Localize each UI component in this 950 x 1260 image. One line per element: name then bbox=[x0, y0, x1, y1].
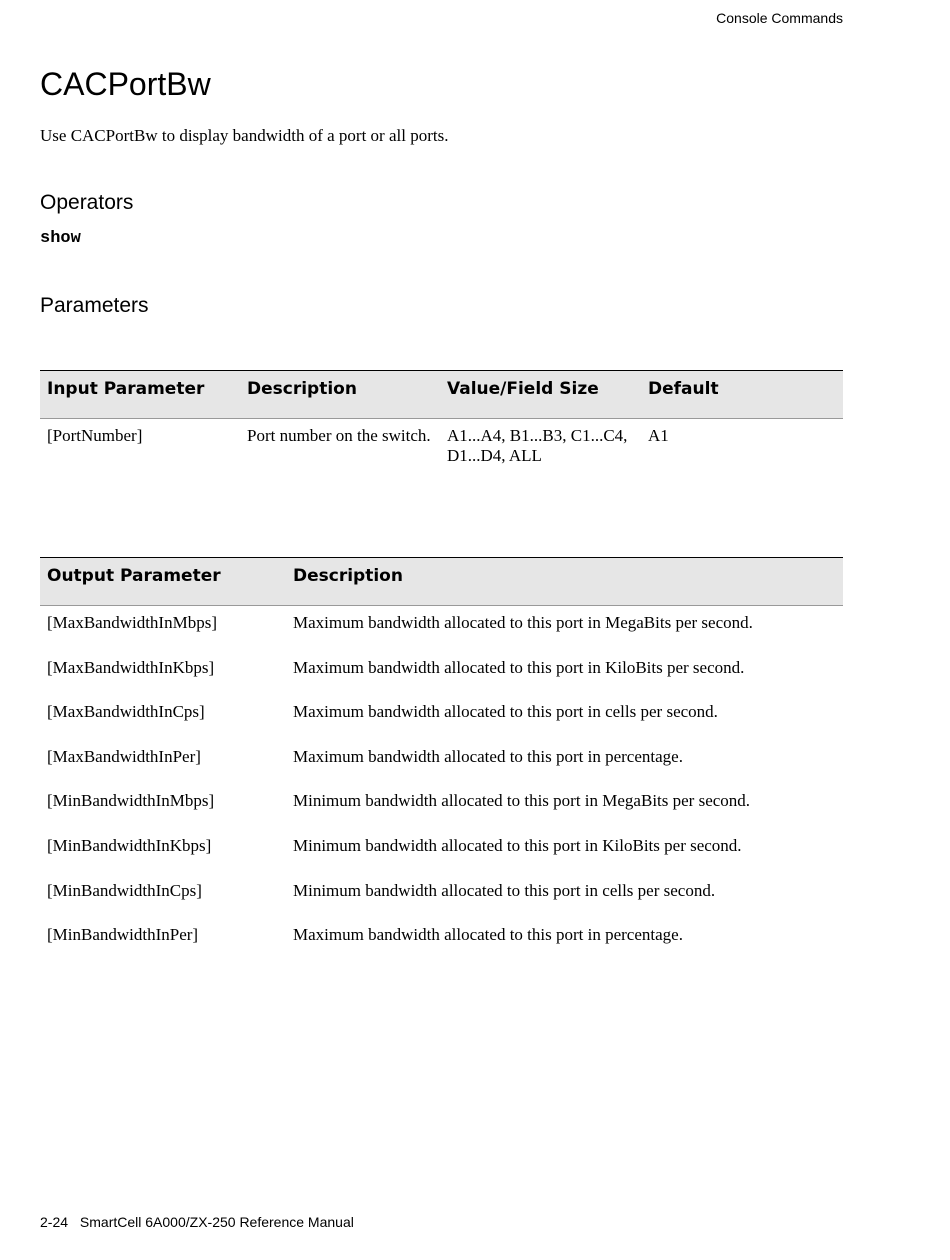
running-header: Console Commands bbox=[716, 10, 843, 26]
column-header: Input Parameter bbox=[40, 371, 240, 419]
manual-title: SmartCell 6A000/ZX-250 Reference Manual bbox=[79, 1214, 354, 1230]
table-row bbox=[40, 740, 843, 785]
table-cell: Maximum bandwidth allocated to this port in cells per second. bbox=[293, 702, 718, 722]
output-parameter-table bbox=[40, 557, 843, 963]
column-header: Output Parameter bbox=[40, 558, 286, 606]
table-header-row bbox=[40, 371, 843, 419]
column-header: Description bbox=[286, 558, 843, 606]
table-cell: [PortNumber] bbox=[47, 426, 143, 445]
table-cell: Maximum bandwidth allocated to this port in percentage. bbox=[293, 925, 683, 945]
table-cell: [MaxBandwidthInCps] bbox=[47, 702, 205, 722]
table-cell: Minimum bandwidth allocated to this port in cells per second. bbox=[293, 880, 716, 900]
intro-text: Use CACPortBw to display bandwidth of a port or all ports. bbox=[40, 126, 449, 145]
table-header-row bbox=[40, 558, 843, 606]
table-row bbox=[40, 606, 843, 651]
table-cell: Minimum bandwidth allocated to this port in MegaBits per second. bbox=[293, 791, 751, 811]
table-cell: Minimum bandwidth allocated to this port in KiloBits per second. bbox=[293, 835, 742, 855]
page-title: CACPortBw bbox=[40, 66, 211, 102]
table-cell: [MaxBandwidthInPer] bbox=[47, 746, 201, 766]
table-cell: A1 bbox=[648, 426, 669, 445]
page-footer bbox=[40, 1214, 354, 1230]
table-cell: Maximum bandwidth allocated to this port in KiloBits per second. bbox=[293, 657, 745, 677]
parameters-heading: Parameters bbox=[40, 294, 149, 317]
table-row bbox=[40, 784, 843, 829]
table-cell: Maximum bandwidth allocated to this port in MegaBits per second. bbox=[293, 613, 753, 632]
input-parameter-table bbox=[40, 370, 843, 476]
column-header: Description bbox=[240, 371, 440, 419]
table-row bbox=[40, 874, 843, 919]
operator-show: show bbox=[40, 229, 81, 248]
table-cell: Port number on the switch. bbox=[247, 426, 431, 445]
table-cell: [MaxBandwidthInKbps] bbox=[47, 657, 215, 677]
table-cell: [MinBandwidthInPer] bbox=[47, 925, 199, 945]
page-number: 2-24 bbox=[40, 1214, 69, 1230]
table-cell: [MinBandwidthInKbps] bbox=[47, 835, 212, 855]
table-cell: Maximum bandwidth allocated to this port in percentage. bbox=[293, 746, 683, 766]
column-header: Value/Field Size bbox=[440, 371, 641, 419]
column-header: Default bbox=[641, 371, 843, 419]
operators-heading: Operators bbox=[40, 191, 134, 214]
table-row bbox=[40, 918, 843, 963]
table-row bbox=[40, 829, 843, 874]
table-cell: [MinBandwidthInCps] bbox=[47, 880, 202, 900]
table-row bbox=[40, 695, 843, 740]
table-row bbox=[40, 651, 843, 696]
table-cell: A1...A4, B1...B3, C1...C4, D1...D4, ALL bbox=[447, 426, 628, 465]
table-cell: [MaxBandwidthInMbps] bbox=[47, 613, 217, 632]
table-cell: [MinBandwidthInMbps] bbox=[47, 791, 215, 811]
table-row bbox=[40, 419, 843, 477]
